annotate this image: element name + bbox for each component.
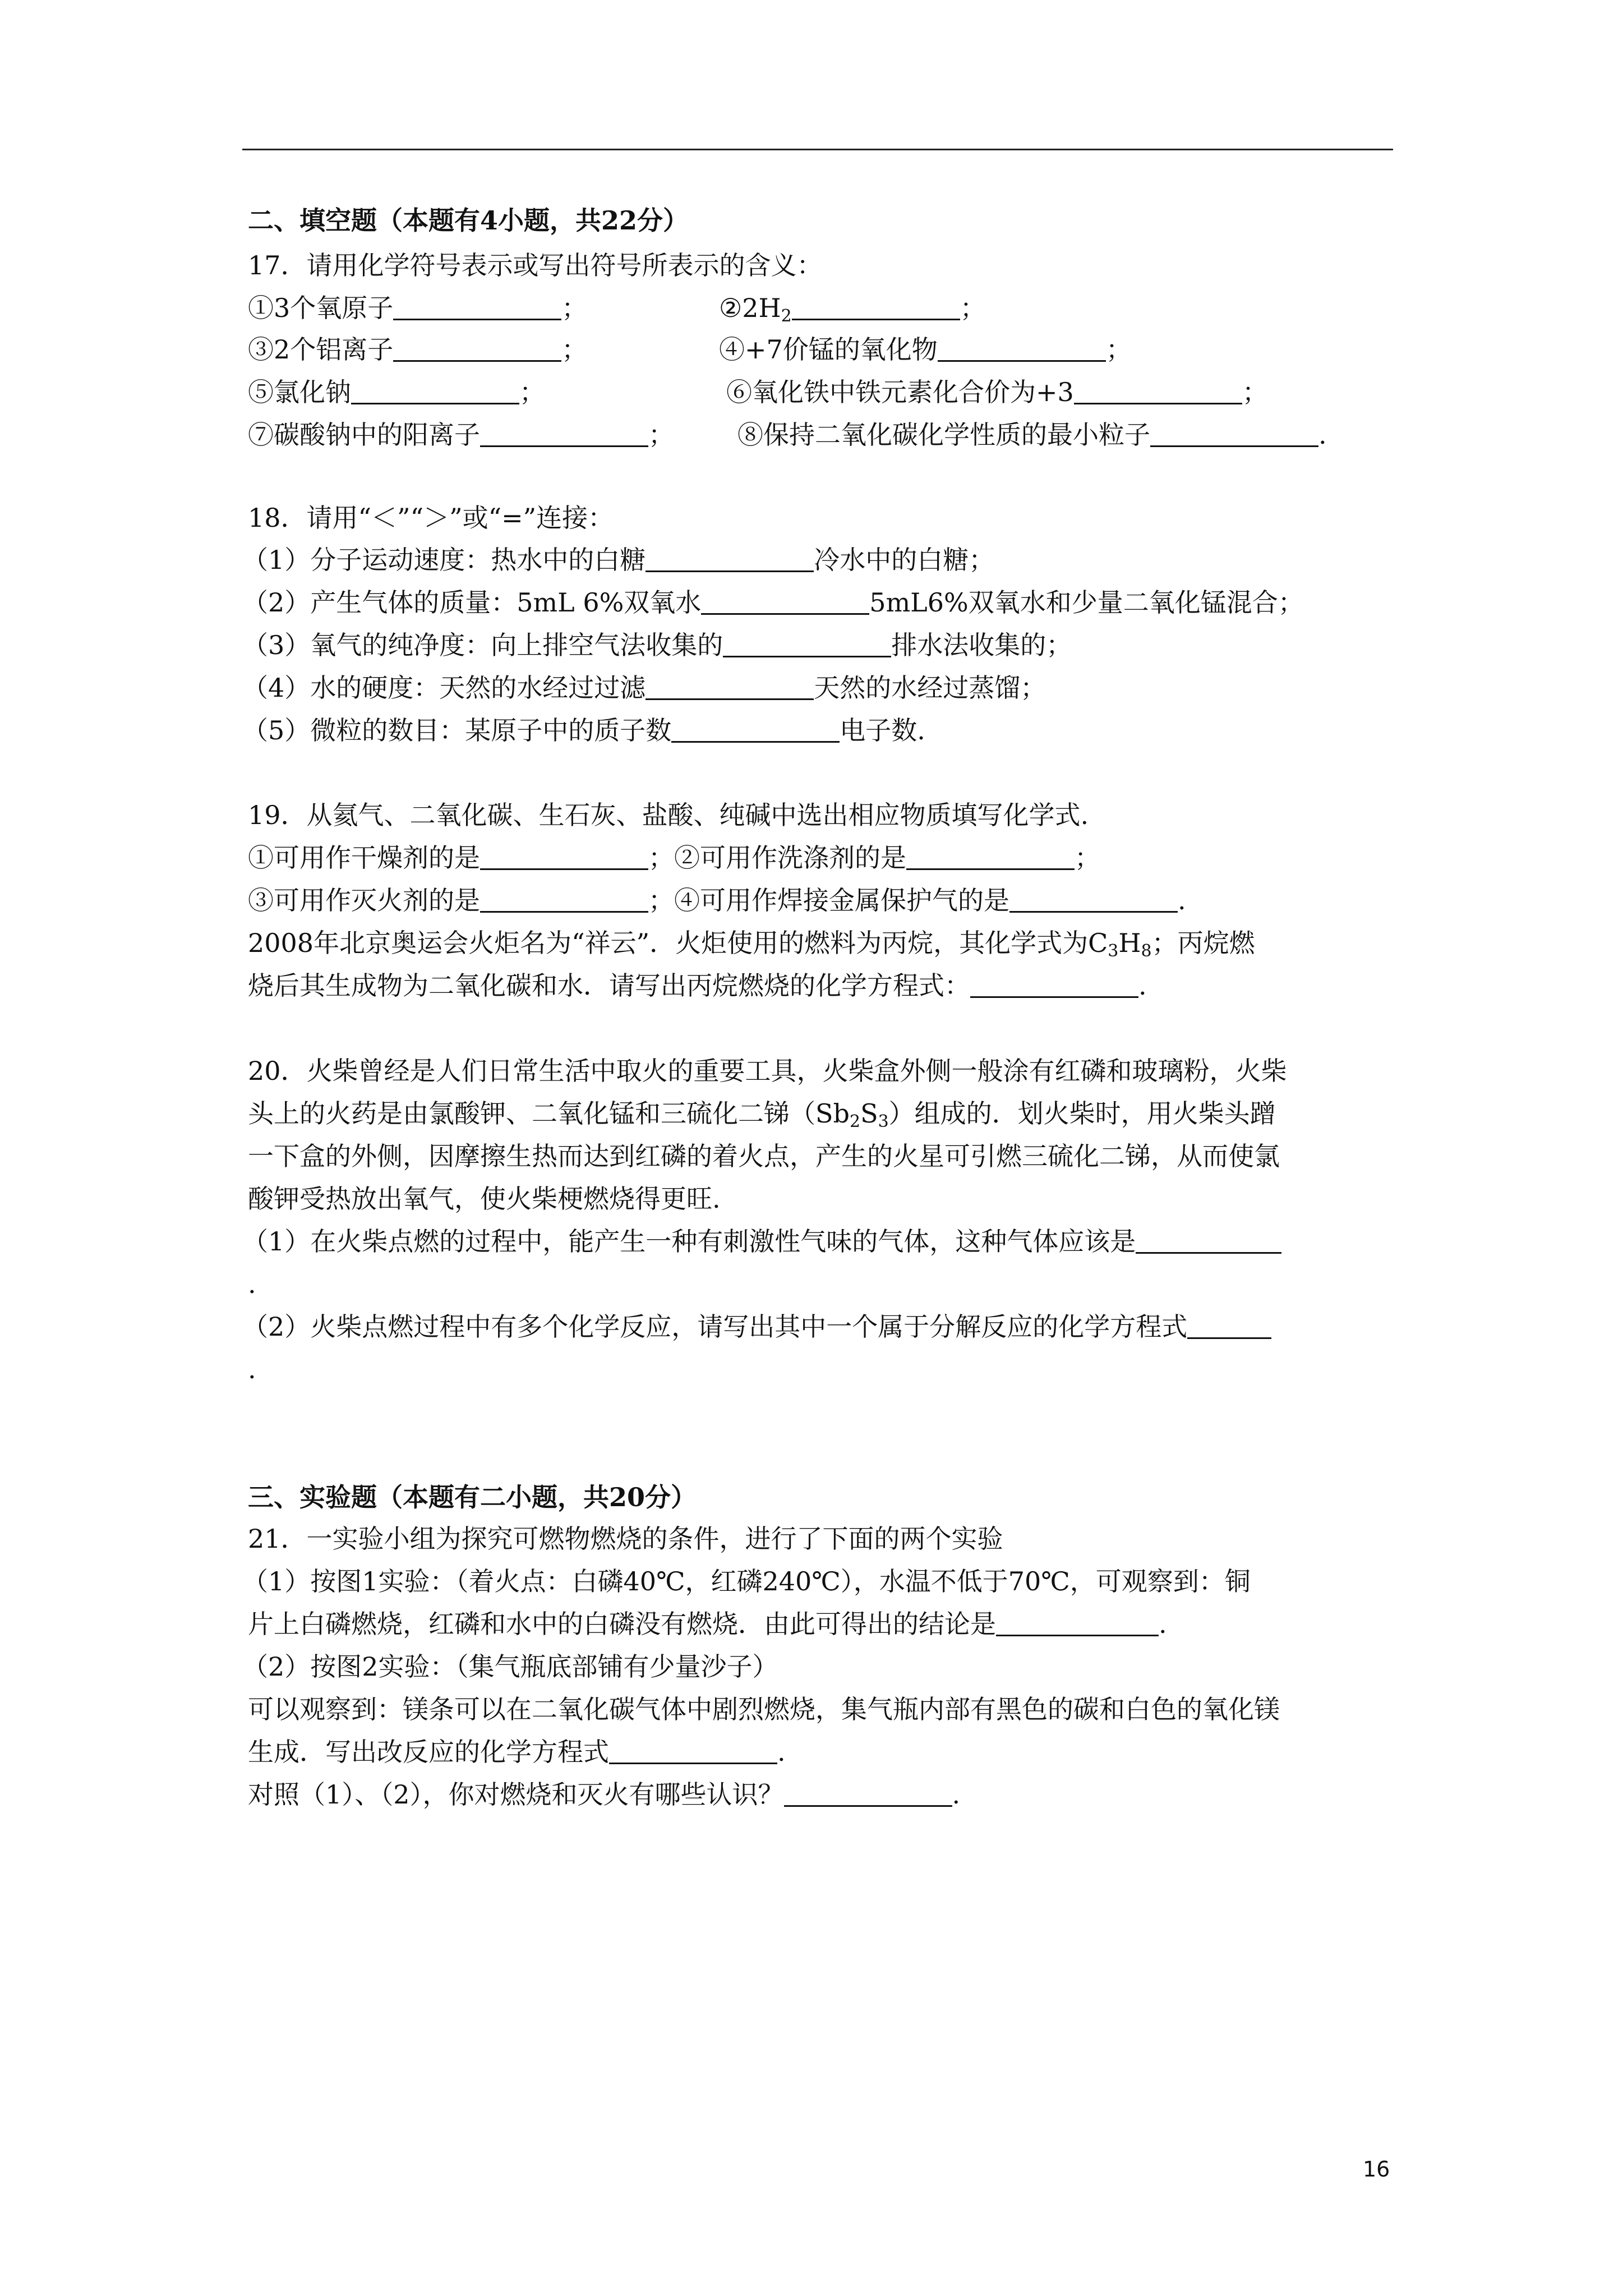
answer-blank[interactable] [645,570,814,572]
answer-blank[interactable] [906,868,1075,870]
answer-blank[interactable] [480,868,648,870]
answer-blank[interactable] [996,1635,1159,1636]
q19-paragraph-2: 烧后其生成物为二氧化碳和水．请写出丙烷燃烧的化学方程式： . [248,970,1147,1001]
q19-stem: 19．从氦气、二氧化碳、生石灰、盐酸、纯碱中选出相应物质填写化学式. [248,800,1089,830]
answer-blank[interactable] [792,319,960,320]
q17-item-5: ⑤氯化钠 ； [248,377,545,407]
q20-line-2: 头上的火药是由氯酸钾、二氧化锰和三硫化二锑$(Sb_2S_3)$组成的．划火柴时，用火柴头蹭 [248,1098,1276,1131]
q20-line-1: 20．火柴曾经是人们日常生活中取火的重要工具，火柴盒外侧一般涂有红磷和玻璃粉，火柴 [248,1056,1287,1086]
q19-paragraph-1: 2008年北京奥运会火炬名为“祥云”．火炬使用的燃料为丙烷，其化学式为$C_3H_8$；丙烷燃 [248,928,1255,961]
q20-sub-2-end: . [248,1354,256,1384]
q20-line-4: 酸钾受热放出氧气，使火柴梗燃烧得更旺. [248,1184,721,1214]
q18-line-1: （1）分子运动速度：热水中的白糖 冷水中的白糖； [242,545,995,575]
q20-sub-1: （1）在火柴点燃的过程中，能产生一种有刺激性气味的气体，这种气体应该是 [242,1228,1281,1254]
q18-stem: 18．请用“＜”“＞”或“=”连接： [248,503,614,533]
answer-blank[interactable] [1074,403,1242,404]
answer-blank[interactable] [1009,911,1178,913]
q19-row-2: ③可用作灭火剂的是 ；④可用作焊接金属保护气的是 . [248,885,1186,915]
q17-item-6: ⑥氧化铁中铁元素化合价为+3 ； [726,377,1268,407]
page-number: 16 [1363,2157,1390,2182]
answer-blank[interactable] [671,741,840,743]
q21-line-3: （2）按图2实验：（集气瓶底部铺有少量沙子） [242,1651,778,1682]
answer-blank[interactable] [480,445,648,447]
q20-sub-1-end: . [248,1269,256,1299]
section-3-title: 三、实验题（本题有二小题，共20分） [248,1482,697,1512]
answer-blank[interactable] [1150,445,1318,447]
q17-item-8: ⑧保持二氧化碳化学性质的最小粒子 . [737,420,1327,450]
q17-stem: 17．请用化学符号表示或写出符号所表示的含义： [248,250,823,280]
q21-line-2: 片上白磷燃烧，红磷和水中的白磷没有燃烧．由此可得出的结论是 . [248,1609,1167,1639]
answer-blank[interactable] [480,911,648,913]
q21-stem: 21．一实验小组为探究可燃物燃烧的条件，进行了下面的两个实验 [248,1524,1003,1554]
answer-blank[interactable] [723,656,891,657]
answer-blank[interactable] [970,996,1138,998]
q18-line-4: （4）水的硬度：天然的水经过过滤 天然的水经过蒸馏； [242,673,1046,703]
q21-line-5: 生成．写出改反应的化学方程式 . [248,1737,786,1767]
q20-sub-2: （2）火柴点燃过程中有多个化学反应，请写出其中一个属于分解反应的化学方程式 [242,1314,1271,1340]
answer-blank[interactable] [701,613,869,615]
q17-item-3: ③2个铝离子 ； [248,334,588,365]
q17-item-7: ⑦碳酸钠中的阳离子 ； [248,420,674,450]
q19-row-1: ①可用作干燥剂的是 ；②可用作洗涤剂的是 ； [248,843,1100,873]
answer-blank[interactable] [393,360,561,362]
q17-item-1: ①3个氧原子 ； [248,293,588,323]
q17-item-2: $②2H_2$ ； [719,293,986,326]
q18-line-5: （5）微粒的数目：某原子中的质子数 电子数. [242,715,925,746]
q20-line-3: 一下盒的外侧，因摩擦生热而达到红磷的着火点，产生的火星可引燃三硫化二锑，从而使氯 [248,1141,1280,1171]
q18-line-3: （3）氧气的纯净度：向上排空气法收集的 排水法收集的； [242,630,1072,660]
header-rule [242,149,1393,150]
section-2-title: 二、填空题（本题有4小题，共22分） [248,205,689,236]
q21-line-6: 对照（1）、（2），你对燃烧和灭火有哪些认识？ . [248,1779,961,1810]
answer-blank[interactable] [351,403,519,404]
answer-blank[interactable] [938,360,1106,362]
q21-line-1: （1）按图1实验：（着火点：白磷40℃，红磷240℃），水温不低于70℃，可观察到：铜 [242,1566,1251,1596]
answer-blank[interactable] [393,319,561,320]
answer-blank[interactable] [1187,1337,1271,1339]
answer-blank[interactable] [609,1763,777,1764]
q21-line-4: 可以观察到：镁条可以在二氧化碳气体中剧烈燃烧，集气瓶内部有黑色的碳和白色的氧化镁 [248,1694,1280,1724]
answer-blank[interactable] [645,698,814,700]
answer-blank[interactable] [1136,1252,1281,1254]
q17-item-4: ④+7价锰的氧化物 ； [719,334,1132,365]
q18-line-2: （2）产生气体的质量：5mL 6%双氧水 5mL6%双氧水和少量二氧化锰混合； [242,587,1304,618]
answer-blank[interactable] [784,1805,952,1807]
